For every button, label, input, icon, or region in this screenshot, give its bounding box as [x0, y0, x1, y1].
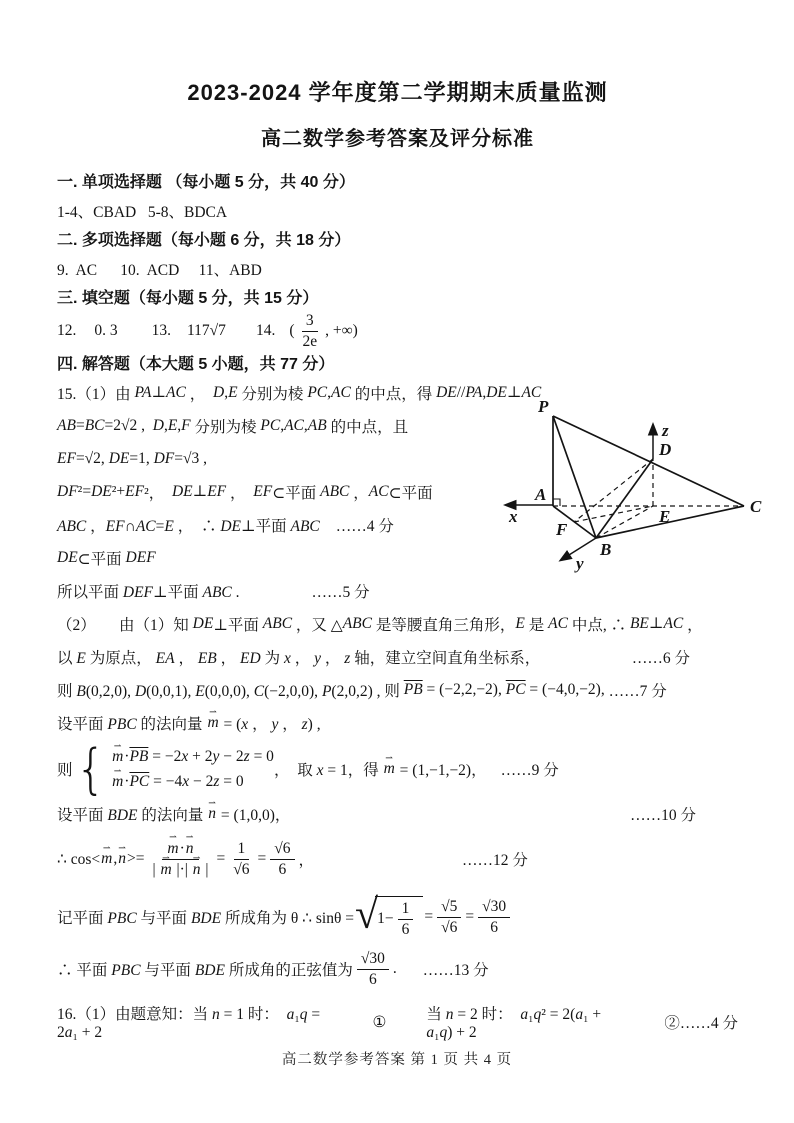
section-heading-solutions: 四. 解答题（本大题 5 小题，共 77 分） — [57, 356, 335, 373]
score-4: ……4 分 — [335, 517, 394, 535]
sin-fraction-3: $\frac{√30}{6}$ — [478, 898, 510, 937]
figure-label-p: P — [538, 397, 549, 416]
multi-choice-answers: 9. AC 10. ACD 11、ABD — [57, 261, 262, 279]
system-eq-1: m $⇀\cdot\overline{PB} = -2x + 2y - 2z = 0$ — [111, 748, 274, 766]
sin-radical: √ 1− $\frac{1}{6}$ — [355, 896, 423, 939]
cos-fraction-1: $\frac{m ⇀\cdot n ⇀}{| m ⇀ |\cdot| n ⇀ |}$ — [148, 840, 212, 879]
q13-answer: 117√7 — [187, 322, 226, 339]
q15-equation-system: 则 { m $⇀\cdot\overline{PB} = -2x + 2y - 2z = 0$ m $⇀\cdot\overline{PC} = -4x - 2z = 0$ ， 取 x = 1，得 m ⇀ = (1,−1,−2)， ……9 分 — [57, 741, 738, 797]
exam-subtitle: 高二数学参考答案及评分标准 — [261, 128, 534, 150]
q15-line-6: DE ⊂平面 DEF — [57, 548, 156, 568]
q15-line-8: （2） 由（1）知 DE ⊥平面 ABC ，又 △ ABC 是等腰直角三角形， E 是 AC 中点, ∴ BE ⊥ AC ， — [57, 614, 703, 634]
geometry-figure — [490, 388, 792, 588]
circled-1: ① — [372, 1013, 387, 1031]
section-heading-fill-blank: 三. 填空题（每小题 5 分，共 15 分） — [57, 290, 319, 307]
figure-label-x-axis: x — [509, 507, 518, 526]
q15-line-2: AB = BC =2√2 , D , E , F 分别为棱 PC , AC , AB 的中点，且 — [57, 416, 409, 436]
vector-n: n ⇀ — [207, 805, 217, 823]
q15-line-3: EF =√2, DE =1, DF =√3 , — [57, 449, 208, 467]
solid-edges — [553, 416, 744, 538]
conclusion-fraction: $\frac{√30}{6}$ — [357, 950, 389, 989]
q15-line-5: ABC ，EF∩AC=E ， ∴ DE⊥平面 ABC ……4 分 — [57, 508, 738, 541]
sin-fraction-2: $\frac{√5}{√6}$ — [437, 898, 461, 937]
cos-fraction-2: $\frac{1}{√6}$ — [233, 839, 250, 878]
figure-label-f: F — [556, 520, 568, 539]
q15-cos-line: ∴ cos< m ⇀ , n ⇀ >= $\frac{m ⇀\cdot n ⇀}{| m ⇀ |\cdot| n ⇀ |}$ = $\frac{1}{√6}$ = $\frac{√6}{6}$ ， ……12 分 — [57, 830, 738, 888]
score-13: ……13 分 — [422, 962, 489, 979]
q14-answer: ( $\frac{3}{2e}$ , +∞) — [289, 311, 358, 350]
figure-label-y-axis: y — [576, 554, 584, 573]
single-choice-answers: 1-4、CBAD 5-8、BDCA — [57, 203, 228, 221]
vector-m: m ⇀ — [206, 714, 219, 732]
figure-label-a: A — [535, 485, 547, 504]
score-6: ……6 分 — [631, 649, 690, 667]
q14-label: 14. — [255, 322, 276, 339]
vector-pc: $\overline{PC}$ — [505, 680, 526, 698]
exam-title: 2023-2024 学年度第二学期期末质量监测 — [187, 80, 608, 105]
score-10: ……10 分 — [630, 806, 696, 824]
q15-line-11: 设平面 PBC 的法向量 m ⇀ = (x ， y ， z) , — [57, 706, 738, 739]
q15-line-1: 15.（1）由 PA ⊥ AC ， D , E 分别为棱 PC , AC 的中点，得 DE // PA , DE ⊥ AC — [57, 383, 542, 403]
q15-sin-line: 记平面 PBC 与平面 BDE 所成角为 θ ∴ sinθ = √ 1− $\frac{1}{6}$ = $\frac{√5}{√6}$ = $\frac{√30}{6}$ — [57, 888, 738, 946]
q15-conclusion-line: ∴ 平面 PBC 与平面 BDE 所成角的正弦值为 $\frac{√30}{6}$ . ……13 分 — [57, 949, 489, 988]
section-heading-multi-choice: 二. 多项选择题（每小题 6 分，共 18 分） — [57, 232, 351, 249]
q16-line-1: 16.（1）由题意知：当 n = 1 时： a₁q = 2a₁ + 2 ① 当 n = 2 时： a₁q² = 2(a₁ + a₁q) + 2 ②……4 分 — [57, 1006, 738, 1041]
page-footer: 高二数学参考答案 第 1 页 共 4 页 — [281, 1052, 513, 1068]
q12-label: 12. — [57, 322, 77, 339]
q15-line-13: 设平面 BDE 的法向量 n ⇀ = (1,0,0)， ……10 分 — [57, 797, 738, 830]
q13-label: 13. — [151, 322, 171, 339]
vector-pb: $\overline{PB}$ — [403, 680, 423, 698]
q15-line-7: 所以平面 DEF⊥平面 ABC . ……5 分 — [57, 574, 738, 607]
figure-label-c: C — [750, 497, 762, 516]
score-9: ……9 分 — [500, 762, 559, 779]
cos-fraction-3: $\frac{√6}{6}$ — [270, 840, 294, 879]
right-angle-mark — [553, 499, 560, 506]
q15-line-10: 则 B(0,2,0), D(0,0,1), E(0,0,0), C(−2,0,0), P(2,0,2) , 则 $\overline{PB}$ = (−2,2,−2), $\overline{PC}$ = (−4,0,−2), ……7 分 — [57, 680, 667, 700]
q15-line-4: DF ²= DE ²+ EF ²， DE ⊥ EF ， EF ⊂平面 ABC ， AC ⊂平面 — [57, 482, 433, 502]
figure-label-b: B — [600, 540, 612, 559]
q12-answer: 0. 3 — [94, 322, 118, 339]
score-12: ……12 分 — [462, 852, 528, 869]
fill-blank-answers — [57, 310, 738, 352]
score-7: ……7 分 — [608, 682, 667, 700]
system-eq-2: m $⇀\cdot\overline{PC} = -4x - 2z = 0$ — [111, 773, 274, 791]
figure-label-d: D — [659, 440, 672, 459]
q15-line-9: 以 E 为原点， EA ， EB ， ED 为 x ， y ， z 轴，建立空间直角坐标系， ……6 分 — [57, 640, 738, 673]
figure-label-e: E — [659, 507, 671, 526]
score-q16-4: ②……4 分 — [664, 1015, 738, 1032]
section-heading-single-choice: 一. 单项选择题 （每小题 5 分，共 40 分） — [57, 174, 355, 191]
figure-label-z-axis: z — [662, 421, 669, 440]
q14-fraction: $\frac{3}{2e}$ — [302, 311, 318, 350]
score-5: ……5 分 — [311, 583, 370, 601]
